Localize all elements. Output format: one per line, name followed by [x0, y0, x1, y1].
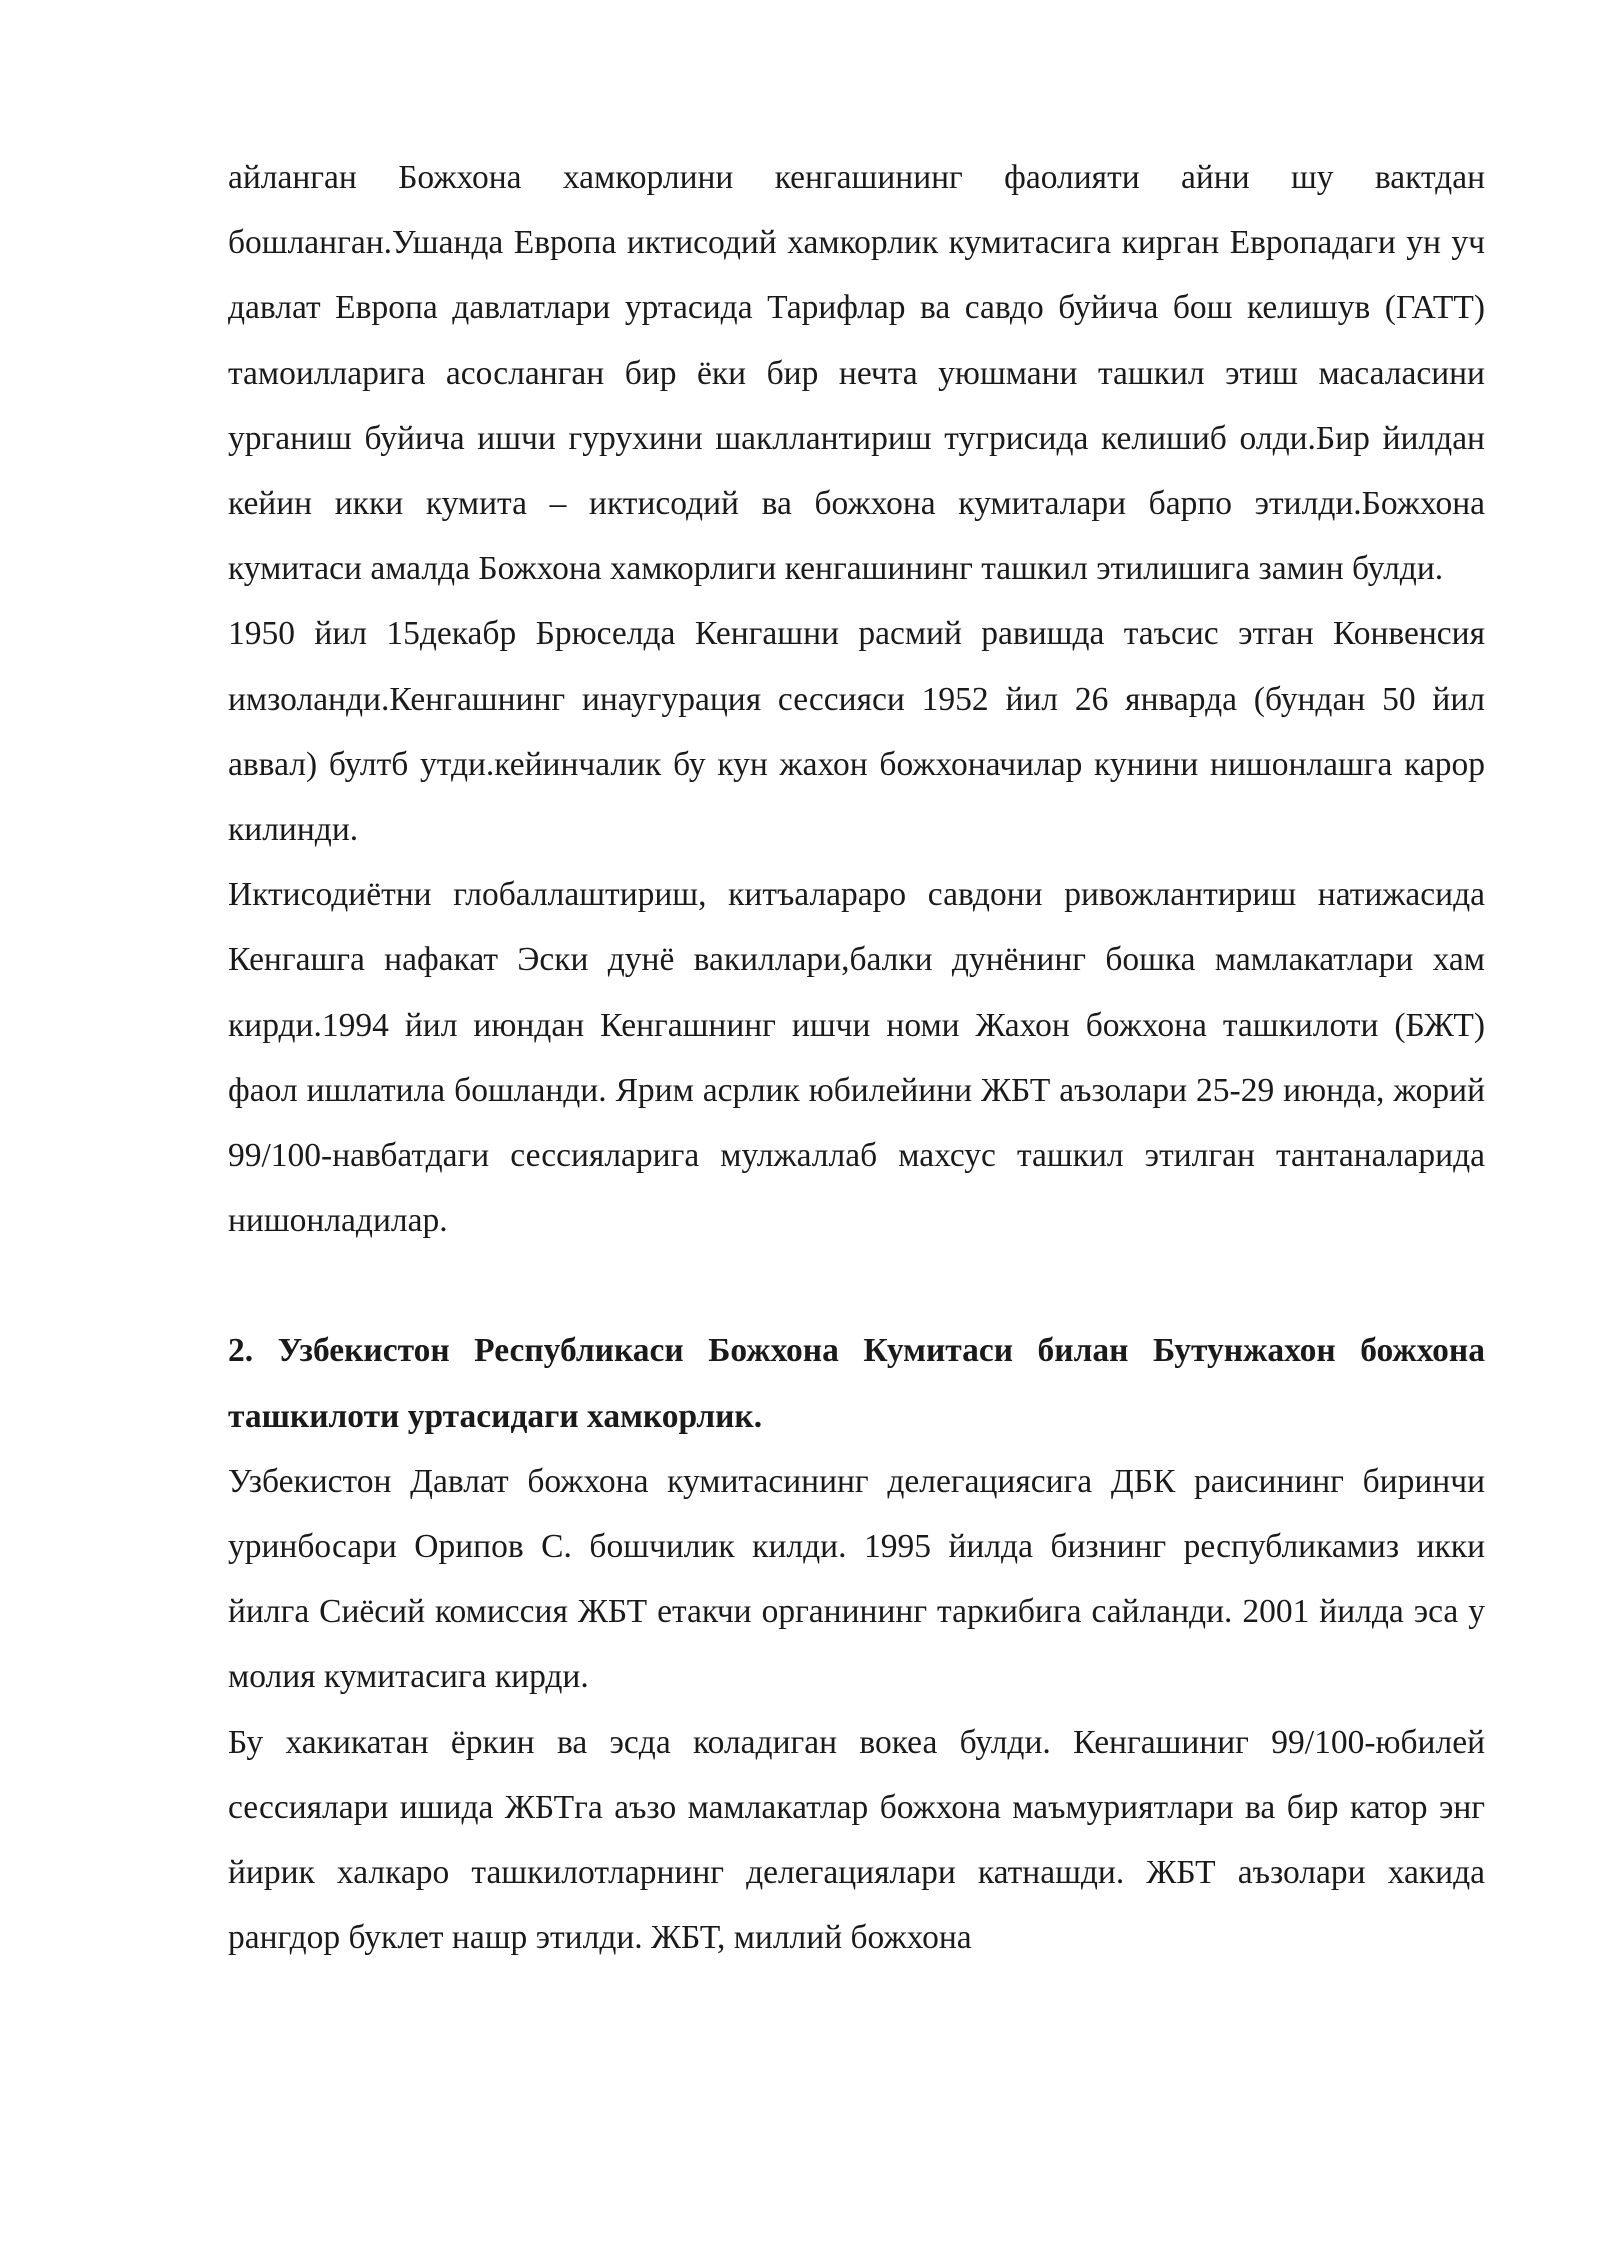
- paragraph-3: Иктисодиётни глобаллаштириш, китъалараро савдони ривожлантириш натижасида Кенгашга нафакат Эски дунё вакиллари,балки дунёнинг бошка мамлакатлари хам кирди.1994 йил июндан Кенгашнинг ишчи номи Жахон божхона ташкилоти (БЖТ) фаол ишлатила бошланди. Ярим асрлик юбилейини ЖБТ аъзолари 25-29 июнда, жорий 99/100-навбатдаги сессияларига мулжаллаб махсус ташкил этилган тантаналарида нишонладилар.: [228, 876, 1485, 1240]
- section-paragraph-2: Бу хакикатан ёркин ва эсда коладиган вокеа булди. Кенгашиниг 99/100-юбилей сессиялари ишида ЖБТга аъзо мамлакатлар божхона маъмуриятлари ва бир катор энг йирик халкаро ташкилотларнинг делегациялари катнашди. ЖБТ аъзолари хакида рангдор буклет нашр этилди. ЖБТ, миллий божхона: [228, 1723, 1485, 1957]
- paragraph-1: айланган Божхона хамкорлини кенгашининг фаолияти айни шу вактдан бошланган.Ушанда Европа иктисодий хамкорлик кумитасига кирган Европадаги ун уч давлат Европа давлатлари уртасида Тарифлар ва савдо буйича бош келишув (ГАТТ) тамоилларига асосланган бир ёки бир нечта уюшмани ташкил этиш масаласини урганиш буйича ишчи гурухини шакллантириш тугрисида келишиб олди.Бир йилдан кейин икки кумита – иктисодий ва божхона кумиталари барпо этилди.Божхона кумитаси амалда Божхона хамкорлиги кенгашининг ташкил этилишига замин булди.: [228, 159, 1485, 588]
- section-heading: 2. Узбекистон Республикаси Божхона Кумитаси билан Бутунжахон божхона ташкилоти уртасидаги хамкорлик.: [228, 1332, 1485, 1435]
- section-paragraph-1: Узбекистон Давлат божхона кумитасининг делегациясига ДБК раисининг биринчи уринбосари Орипов С. бошчилик килди. 1995 йилда бизнинг республикамиз икки йилга Сиёсий комиссия ЖБТ етакчи органининг таркибига сайланди. 2001 йилда эса у молия кумитасига кирди.: [228, 1462, 1485, 1696]
- paragraph-2: 1950 йил 15декабр Брюселда Кенгашни расмий равишда таъсис этган Конвенсия имзоланди.Кенгашнинг инаугурация сессияси 1952 йил 26 январда (бундан 50 йил аввал) бултб утди.кейинчалик бу кун жахон божхоначилар кунини нишонлашга карор килинди.: [228, 615, 1485, 849]
- document-page: [228, 145, 1485, 1970]
